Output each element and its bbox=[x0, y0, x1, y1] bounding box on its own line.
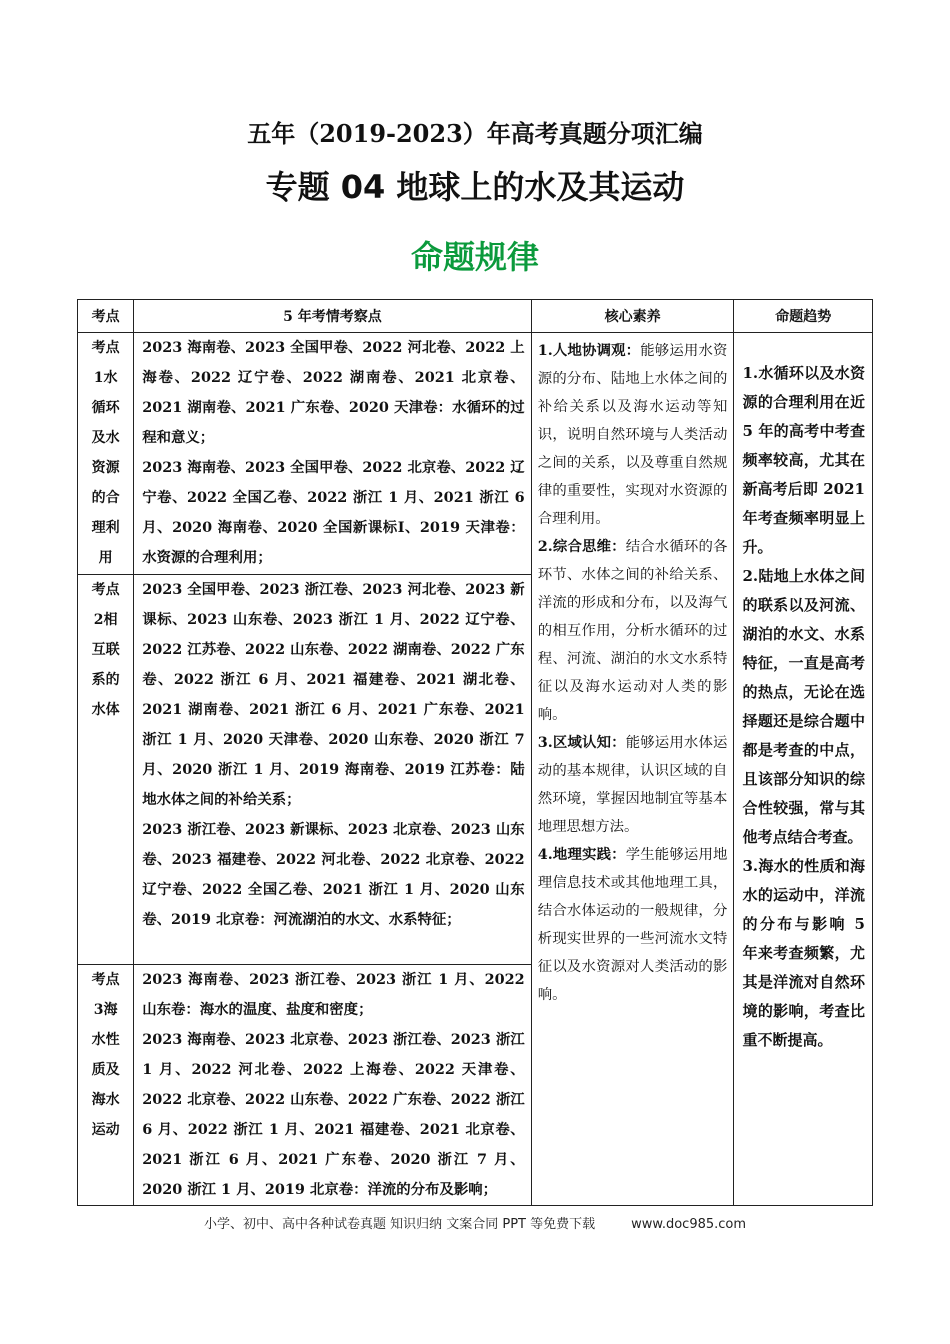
core-literacy-cell bbox=[531, 333, 734, 1206]
topic-title: 专题 04 地球上的水及其运动 bbox=[265, 168, 685, 206]
trend-item: 2.陆地上水体之间的联系以及河流、湖泊的水文、水系特征，一直是高考的热点，无论在选择题还是综合题中都是考查的中点，且该部分知识的综合性较强，常与其他考点结合考查。 bbox=[742, 567, 865, 846]
exam-list-item: 2023 海南卷、2023 浙江卷、2023 浙江 1 月、2022 山东卷：海水的温度、盐度和密度； bbox=[142, 971, 525, 1018]
footer bbox=[0, 1213, 950, 1232]
exams-cell bbox=[134, 575, 532, 965]
kaodian-cell bbox=[78, 575, 134, 965]
exam-list-item: 2023 全国甲卷、2023 浙江卷、2023 河北卷、2023 新课标、2023 山东卷、2023 浙江 1 月、2022 辽宁卷、2022 江苏卷、2022 山东卷、2022 湖南卷、2022 广东卷、2022 浙江 6 月、2021 福建卷、2021 湖北卷、2021 湖南卷、2021 浙江 6 月、2021 广东卷、2021 浙江 1 月、2020 天津卷、2020 山东卷、2020 浙江 7 月、2020 浙江 1 月、2019 海南卷、2019 江苏卷：陆地水体之间的补给关系； bbox=[142, 581, 525, 808]
header-exams: 5 年考情考察点 bbox=[134, 300, 532, 333]
table-row bbox=[78, 333, 873, 575]
trend-item: 1.水循环以及水资源的合理利用在近 5 年的高考中考查频率较高，尤其在新高考后即 2021 年考查频率明显上升。 bbox=[742, 364, 865, 556]
header-trend: 命题趋势 bbox=[734, 300, 873, 333]
kaodian-cell bbox=[78, 333, 134, 575]
table-header-row bbox=[78, 300, 873, 333]
header-kaodian: 考点 bbox=[78, 300, 134, 333]
series-title: 五年（2019-2023）年高考真题分项汇编 bbox=[247, 119, 703, 148]
exams-cell bbox=[134, 965, 532, 1206]
kaodian-label: 考点3海水性质及海水运动 bbox=[91, 972, 120, 1138]
trend-item: 3.海水的性质和海水的运动中，洋流的分布与影响 5 年来考查频繁，尤其是洋流对自然环境的影响，考查比重不断提高。 bbox=[742, 857, 865, 1049]
core-literacy-label: 2.综合思维： bbox=[537, 538, 626, 555]
exam-list-item: 2023 海南卷、2023 全国甲卷、2022 北京卷、2022 辽宁卷、2022 全国乙卷、2022 浙江 1 月、2021 浙江 6 月、2020 海南卷、2020 全国新课标Ⅰ、2019 天津卷：水资源的合理利用； bbox=[142, 459, 525, 566]
exam-list-item: 2023 海南卷、2023 北京卷、2023 浙江卷、2023 浙江 1 月、2022 河北卷、2022 上海卷、2022 天津卷、2022 北京卷、2022 山东卷、2022 广东卷、2022 浙江 6 月、2022 浙江 1 月、2021 福建卷、2021 北京卷、2021 浙江 6 月、2021 广东卷、2020 浙江 7 月、2020 浙江 1 月、2019 北京卷：洋流的分布及影响； bbox=[142, 1031, 525, 1198]
exam-pattern-table bbox=[77, 299, 873, 1206]
core-literacy-label: 4.地理实践： bbox=[537, 846, 626, 863]
core-literacy-text: 学生能够运用地理信息技术或其他地理工具，结合水体运动的一般规律，分析现实世界的一些河流水文特征以及水资源对人类活动的影响。 bbox=[537, 847, 728, 1003]
core-literacy-item bbox=[538, 337, 728, 533]
kaodian-label: 考点1水循环及水资源的合理利用 bbox=[91, 340, 120, 566]
core-literacy-text: 能够运用水体运动的基本规律，认识区域的自然环境，掌握因地制宜等基本地理思想方法。 bbox=[537, 735, 728, 835]
exams-cell bbox=[134, 333, 532, 575]
footer-text: 小学、初中、高中各种试卷真题 知识归纳 文案合同 PPT 等免费下载 bbox=[203, 1217, 596, 1232]
core-literacy-label: 1.人地协调观： bbox=[537, 342, 641, 359]
kaodian-cell bbox=[78, 965, 134, 1206]
exam-list-item: 2023 海南卷、2023 全国甲卷、2022 河北卷、2022 上海卷、2022 辽宁卷、2022 湖南卷、2021 北京卷、2021 湖南卷、2021 广东卷、2020 天津卷：水循环的过程和意义； bbox=[142, 339, 525, 446]
core-literacy-item bbox=[538, 533, 728, 729]
core-literacy-item bbox=[538, 729, 728, 841]
core-literacy-label: 3.区域认知： bbox=[537, 734, 626, 751]
core-literacy-item bbox=[538, 841, 728, 1009]
section-title: 命题规律 bbox=[410, 238, 539, 276]
exam-list-item: 2023 浙江卷、2023 新课标、2023 北京卷、2023 山东卷、2023 福建卷、2022 河北卷、2022 北京卷、2022 辽宁卷、2022 全国乙卷、2021 浙江 1 月、2020 山东卷、2019 北京卷：河流湖泊的水文、水系特征； bbox=[142, 821, 525, 928]
footer-link[interactable]: www.doc985.com bbox=[631, 1217, 747, 1232]
core-literacy-text: 结合水循环的各环节、水体之间的补给关系、洋流的形成和分布，以及海气的相互作用，分析水循环的过程、河流、湖泊的水文水系特征以及海水运动对人类的影响。 bbox=[537, 539, 728, 723]
trend-cell bbox=[734, 333, 873, 1206]
core-literacy-text: 能够运用水资源的分布、陆地上水体之间的补给关系以及海水运动等知识，说明自然环境与人类活动之间的关系，以及尊重自然规律的重要性，实现对水资源的合理利用。 bbox=[537, 343, 728, 527]
header-core-literacy: 核心素养 bbox=[531, 300, 734, 333]
kaodian-label: 考点2相互联系的水体 bbox=[91, 582, 120, 718]
